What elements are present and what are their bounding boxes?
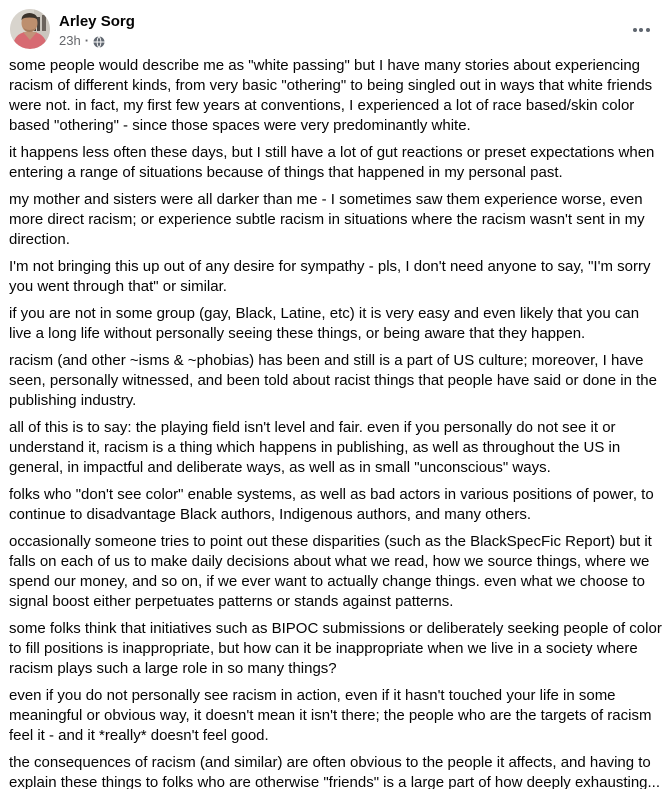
profile-photo bbox=[10, 9, 50, 49]
post-timestamp[interactable]: 23h bbox=[59, 33, 81, 48]
post-paragraph: even if you do not personally see racism in action, even if it hasn't touched your life in some meaningful or obvious way, it doesn't mean it isn't there; the people who are the targets of racism feel it - and it *really* doesn't feel good. bbox=[9, 687, 656, 744]
post-header bbox=[0, 0, 671, 49]
post-paragraph: all of this is to say: the playing field isn't level and fair. even if you personally do not see it or understand it, racism is a thing which happens in publishing, as well as throughout the US in general, in impactful and deliberate ways, as well as in small "unconscious" ways. bbox=[9, 419, 625, 476]
post-meta bbox=[59, 33, 135, 49]
ellipsis-icon bbox=[633, 28, 637, 32]
avatar[interactable] bbox=[10, 9, 50, 49]
post-paragraph: some folks think that initiatives such as BIPOC submissions or deliberately seeking people of color to fill positions is inappropriate, but how can it be inappropriate when we live in a society where racism plays such a large role in so many things? bbox=[9, 620, 666, 677]
globe-icon bbox=[93, 36, 105, 48]
post-paragraph: if you are not in some group (gay, Black, Latine, etc) it is very easy and even likely that you can live a long life without personally seeing these things, or being aware that they happen. bbox=[9, 305, 644, 342]
meta-separator: · bbox=[84, 33, 90, 48]
author-name[interactable]: Arley Sorg bbox=[59, 13, 135, 30]
header-info bbox=[59, 9, 135, 49]
post-body bbox=[0, 49, 671, 789]
post-paragraph: it happens less often these days, but I still have a lot of gut reactions or preset expectations when entering a range of situations because of things that happened in my personal past. bbox=[9, 144, 659, 181]
post-paragraph: the consequences of racism (and similar) are often obvious to the people it affects, and having to explain these things to folks who are otherwise "friends" is a large part of how deeply exhausting... bbox=[9, 754, 661, 789]
post-paragraph: I'm not bringing this up out of any desire for sympathy - pls, I don't need anyone to say, "I'm sorry you went through that" or similar. bbox=[9, 258, 655, 295]
ellipsis-icon bbox=[639, 28, 643, 32]
post-paragraph: occasionally someone tries to point out these disparities (such as the BlackSpecFic Report) but it falls on each of us to make daily decisions about what we read, how we source things, where we spend our money, and so on, if we ever want to actually change things. even what we choose to signal boost either perpetuates patterns or stands against patterns. bbox=[9, 533, 656, 610]
post-paragraph: some people would describe me as "white passing" but I have many stories about experiencing racism of different kinds, from very basic "othering" to being singled out in ways that white friends were not. in fact, my first few years at conventions, I experienced a lot of race based/skin color based "othering" - since those spaces were very predominantly white. bbox=[9, 57, 657, 134]
ellipsis-icon bbox=[646, 28, 650, 32]
post-paragraph: my mother and sisters were all darker than me - I sometimes saw them experience worse, even more direct racism; or experience subtle racism in situations where the racism wasn't sent in my direction. bbox=[9, 191, 649, 248]
post-paragraph: racism (and other ~isms & ~phobias) has been and still is a part of US culture; moreover, I have seen, personally witnessed, and been told about racist things that people have said or done in the publishing industry. bbox=[9, 352, 662, 409]
post-paragraph: folks who "don't see color" enable systems, as well as bad actors in various positions of power, to continue to disadvantage Black authors, Indigenous authors, and many others. bbox=[9, 486, 658, 523]
post-options-button[interactable] bbox=[625, 18, 657, 42]
